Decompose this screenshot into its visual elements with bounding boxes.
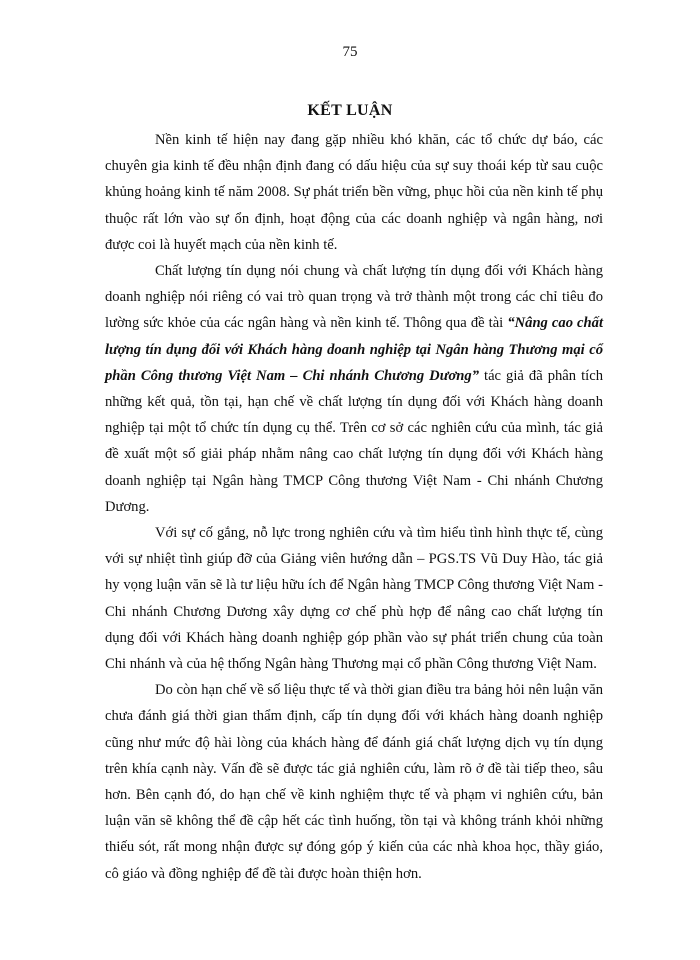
paragraph-4: Do còn hạn chế về số liệu thực tế và thời gian điều tra bảng hỏi nên luận văn chưa đánh giá thời gian thẩm định, cấp tín dụng đối với khách hàng doanh nghiệp cũng như mức độ hài lòng của khách hàng để đánh giá chất lượng dịch vụ tín dụng trên khía cạnh này. Vấn đề sẽ được tác giả nghiên cứu, làm rõ ở đề tài tiếp theo, sâu hơn. Bên cạnh đó, do hạn chế về kinh nghiệm thực tế và phạm vi nghiên cứu, bản luận văn sẽ không thể đề cập hết các tình huống, tồn tại và không tránh khỏi những thiếu sót, rất mong nhận được sự đóng góp ý kiến của các nhà khoa học, thầy giáo, cô giáo và đồng nghiệp để đề tài được hoàn thiện hơn.: [105, 682, 603, 882]
thesis-title-emphasis: “Nâng cao chất lượng tín dụng đối với Khách hàng doanh nghiệp tại Ngân hàng Thương mại cổ phần Công thương Việt Nam – Chi nhánh Chương Dương”: [105, 315, 603, 384]
body-text: [105, 127, 603, 887]
page-number: 75: [342, 44, 358, 60]
paragraph-1: Nền kinh tế hiện nay đang gặp nhiều khó khăn, các tổ chức dự báo, các chuyên gia kinh tế đều nhận định đang có dấu hiệu của sự suy thoái kép từ sau cuộc khủng hoảng kinh tế năm 2008. Sự phát triển bền vững, phục hồi của nền kinh tế phụ thuộc rất lớn vào sự ổn định, hoạt động của các doanh nghiệp và ngân hàng, nơi được coi là huyết mạch của nền kinh tế.: [105, 132, 603, 253]
paragraph-2: [105, 258, 603, 520]
paragraph-2-rest: tác giả đã phân tích những kết quả, tồn tại, hạn chế về chất lượng tín dụng đối với Khách hàng doanh nghiệp tại một tổ chức tín dụng cụ thể. Trên cơ sở các nghiên cứu của mình, tác giả đề xuất một số giải pháp nhằm nâng cao chất lượng tín dụng đối với Khách hàng doanh nghiệp tại Ngân hàng TMCP Công thương Việt Nam - Chi nhánh Chương Dương.: [105, 367, 603, 515]
paragraph-2-intro: Chất lượng tín dụng nói chung và chất lượng tín dụng đối với Khách hàng doanh nghiệp nói riêng có vai trò quan trọng và trở thành một trong các chỉ tiêu đo lường sức khỏe của các ngân hàng và nền kinh tế. Thông qua đề tài: [105, 263, 603, 332]
page-title: KẾT LUẬN: [307, 102, 393, 119]
paragraph-3: Với sự cố gắng, nỗ lực trong nghiên cứu và tìm hiểu tình hình thực tế, cùng với sự nhiệt tình giúp đỡ của Giảng viên hướng dẫn – PGS.TS Vũ Duy Hào, tác giả hy vọng luận văn sẽ là tư liệu hữu ích để Ngân hàng TMCP Công thương Việt Nam - Chi nhánh Chương Dương xây dựng cơ chế phù hợp để nâng cao chất lượng tín dụng đối với Khách hàng doanh nghiệp góp phần vào sự phát triển chung của toàn Chi nhánh và của hệ thống Ngân hàng Thương mại cổ phần Công thương Việt Nam.: [105, 525, 603, 673]
